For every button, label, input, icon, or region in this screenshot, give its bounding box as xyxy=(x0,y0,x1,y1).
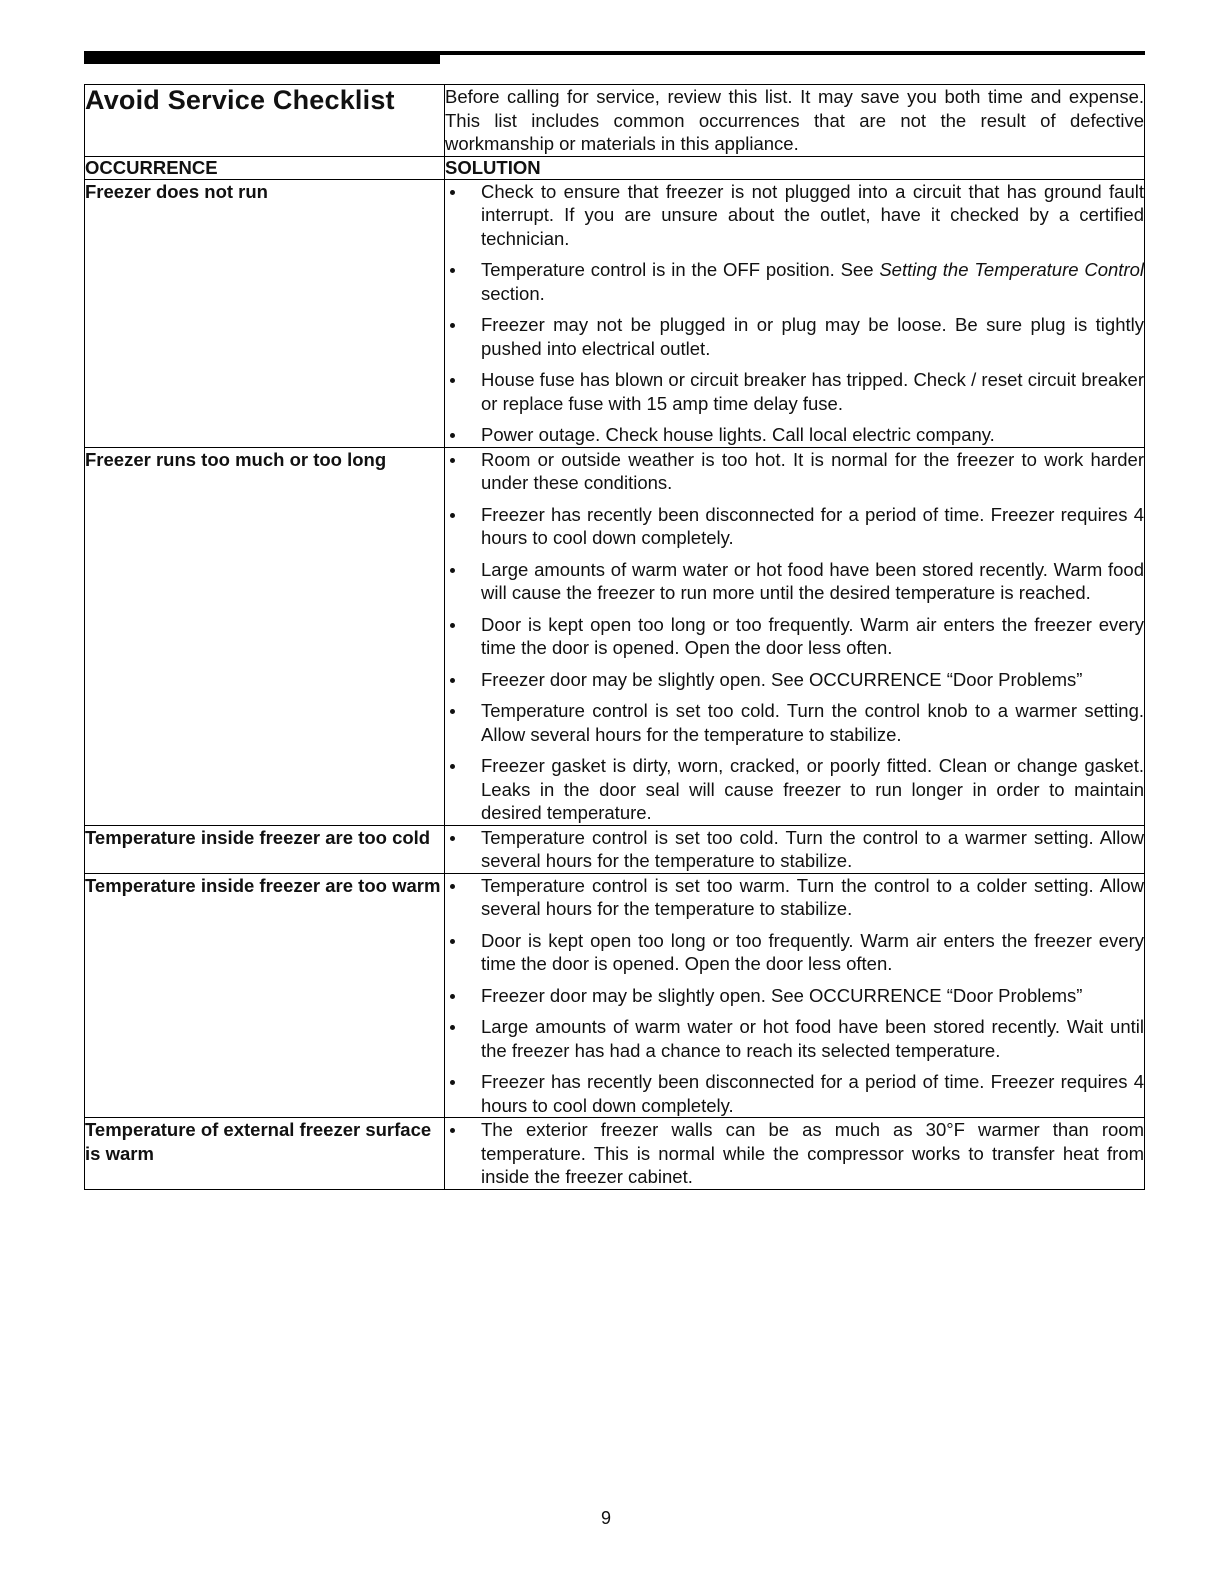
solution-item: Freezer door may be slightly open. See OCCURRENCE “Door Problems” xyxy=(445,668,1144,692)
solution-item: Door is kept open too long or too frequently. Warm air enters the freezer every time the door is opened. Open the door less often. xyxy=(445,929,1144,976)
solution-text: Temperature control is in the OFF position. See xyxy=(481,259,880,280)
solution-item: Freezer has recently been disconnected for a period of time. Freezer requires 4 hours to cool down completely. xyxy=(445,1070,1144,1117)
solution-list xyxy=(445,448,1144,825)
page-number: 9 xyxy=(600,1508,611,1528)
solution-cell xyxy=(445,825,1145,873)
solution-cell xyxy=(445,873,1145,1118)
solution-item: Freezer may not be plugged in or plug may be loose. Be sure plug is tightly pushed into electrical outlet. xyxy=(445,313,1144,360)
occurrence-cell: Temperature inside freezer are too cold xyxy=(85,825,445,873)
header-row xyxy=(85,156,1145,179)
occurrence-cell: Freezer does not run xyxy=(85,179,445,447)
solution-item: Freezer has recently been disconnected for a period of time. Freezer requires 4 hours to cool down completely. xyxy=(445,503,1144,550)
checklist-row xyxy=(85,873,1145,1118)
solution-cell xyxy=(445,1118,1145,1190)
solution-list xyxy=(445,1118,1144,1189)
solution-item: Freezer gasket is dirty, worn, cracked, or poorly fitted. Clean or change gasket. Leaks in the door seal will cause freezer to run longer in order to maintain desired temperature. xyxy=(445,754,1144,825)
solution-item: Large amounts of warm water or hot food have been stored recently. Wait until the freezer has had a chance to reach its selected temperature. xyxy=(445,1015,1144,1062)
occurrence-cell: Temperature inside freezer are too warm xyxy=(85,873,445,1118)
solution-cell xyxy=(445,179,1145,447)
title-cell xyxy=(85,85,445,157)
solution-item: Check to ensure that freezer is not plugged into a circuit that has ground fault interrupt. If you are unsure about the outlet, have it checked by a certified technician. xyxy=(445,180,1144,251)
solution-list xyxy=(445,874,1144,1118)
page-title: Avoid Service Checklist xyxy=(85,85,395,115)
solution-item: Temperature control is set too cold. Turn the control knob to a warmer setting. Allow several hours for the temperature to stabilize. xyxy=(445,699,1144,746)
checklist-row xyxy=(85,179,1145,447)
solution-item: Temperature control is set too warm. Turn the control to a colder setting. Allow several hours for the temperature to stabilize. xyxy=(445,874,1144,921)
section-reference: Setting the Temperature Control xyxy=(879,259,1145,280)
solution-header: SOLUTION xyxy=(445,156,1145,179)
solution-item: Freezer door may be slightly open. See OCCURRENCE “Door Problems” xyxy=(445,984,1144,1008)
checklist-row xyxy=(85,825,1145,873)
solution-item: Door is kept open too long or too frequently. Warm air enters the freezer every time the door is opened. Open the door less often. xyxy=(445,613,1144,660)
solution-item: Temperature control is set too cold. Turn the control to a warmer setting. Allow several hours for the temperature to stabilize. xyxy=(445,826,1144,873)
solution-item xyxy=(445,258,1144,305)
header-rule-thick xyxy=(84,51,440,64)
intro-text: Before calling for service, review this list. It may save you both time and expense. This list includes common occurrences that are not the result of defective workmanship or materials in this appliance. xyxy=(445,86,1144,154)
occurrence-cell: Freezer runs too much or too long xyxy=(85,447,445,825)
checklist-row xyxy=(85,447,1145,825)
solution-item: Room or outside weather is too hot. It is normal for the freezer to work harder under these conditions. xyxy=(445,448,1144,495)
solution-item: Power outage. Check house lights. Call local electric company. xyxy=(445,423,1144,447)
solution-item: Large amounts of warm water or hot food have been stored recently. Warm food will cause the freezer to run more until the desired temperature is reached. xyxy=(445,558,1144,605)
occurrence-header: OCCURRENCE xyxy=(85,156,445,179)
solution-item: House fuse has blown or circuit breaker has tripped. Check / reset circuit breaker or replace fuse with 15 amp time delay fuse. xyxy=(445,368,1144,415)
solution-list xyxy=(445,180,1144,447)
checklist-table xyxy=(84,84,1145,1190)
solution-cell xyxy=(445,447,1145,825)
checklist-row xyxy=(85,1118,1145,1190)
solution-text: section. xyxy=(481,282,545,304)
title-row xyxy=(85,85,1145,157)
occurrence-cell: Temperature of external freezer surface is warm xyxy=(85,1118,445,1190)
solution-item: The exterior freezer walls can be as much as 30°F warmer than room temperature. This is normal while the compressor works to transfer heat from inside the freezer cabinet. xyxy=(445,1118,1144,1189)
solution-list xyxy=(445,826,1144,873)
